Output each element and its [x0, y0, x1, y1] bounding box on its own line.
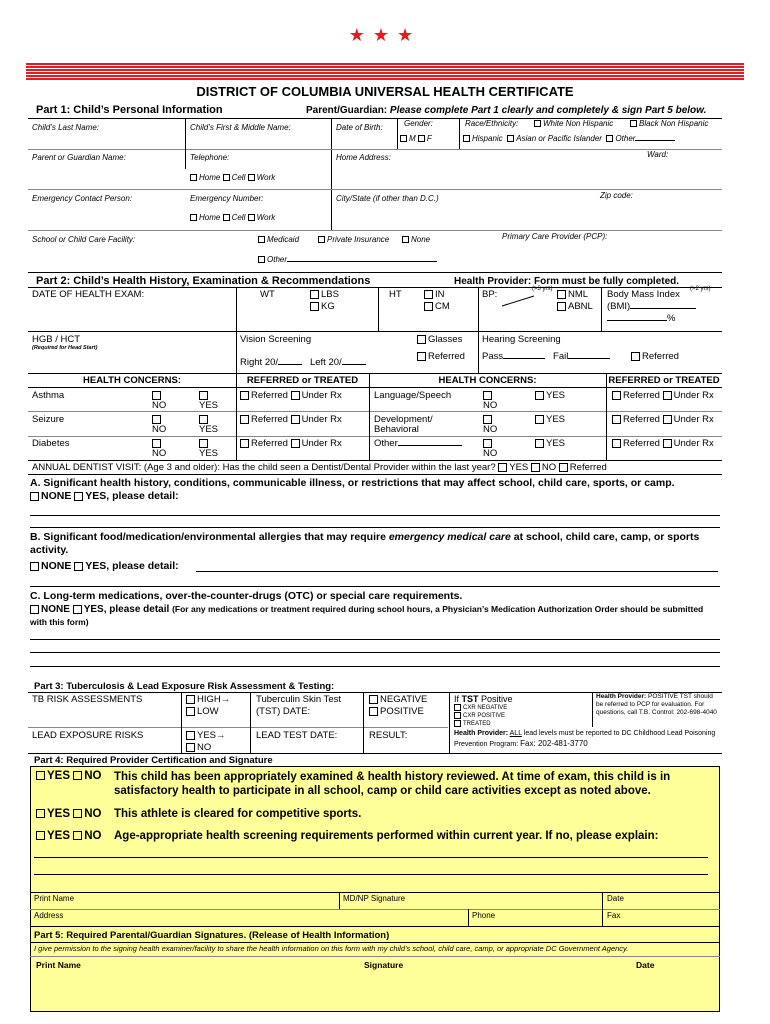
in-checkbox[interactable] [424, 290, 433, 299]
diabetes-yes-checkbox[interactable] [199, 439, 208, 448]
diabetes-no-checkbox[interactable] [152, 439, 161, 448]
dob-label: Date of Birth: [336, 123, 383, 132]
race-hispanic-checkbox[interactable] [463, 135, 470, 142]
bp-nml-checkbox[interactable] [557, 290, 566, 299]
emergency-number-label: Emergency Number: [190, 194, 264, 203]
hgb-label: HGB / HCT [32, 334, 81, 345]
diabetes-underrx-checkbox[interactable] [291, 439, 300, 448]
dentist-question: ANNUAL DENTIST VISIT: (Age 3 and older): Has the child seen a Dentist/Dental Provider within the last year? [32, 462, 496, 473]
provider-fax-label: Fax [607, 911, 621, 920]
gender-m-checkbox[interactable] [400, 135, 407, 142]
first-name-label: Child’s First & Middle Name: [190, 123, 291, 132]
wt-label: WT [260, 289, 275, 300]
insurance-other-checkbox[interactable] [258, 256, 265, 263]
hgb-note: (Required for Head Start) [32, 345, 98, 351]
language-no-checkbox[interactable] [483, 391, 492, 400]
part2-provider-note: Health Provider: Form must be fully completed. [454, 276, 680, 287]
bmi-abbr: (BMI) [607, 301, 631, 312]
ward-label: Ward: [647, 150, 669, 159]
bp-label: BP: [482, 289, 498, 300]
tst-negative-checkbox[interactable] [369, 695, 378, 704]
concerns-header-left: HEALTH CONCERNS: [83, 375, 181, 386]
bmi-age-note: (>2 yrs) [690, 286, 711, 292]
seizure-referred-checkbox[interactable] [240, 415, 249, 424]
cert1-yes-checkbox[interactable] [36, 771, 45, 780]
provider-date-label: Date [607, 894, 624, 903]
telephone-label: Telephone: [190, 153, 230, 162]
hearing-pass-label: Pass [482, 351, 504, 362]
emerg-home-checkbox[interactable] [190, 214, 197, 221]
lead-date-label: LEAD TEST DATE: [256, 730, 338, 741]
language-referred-checkbox[interactable] [612, 391, 621, 400]
cert2-yes-checkbox[interactable] [36, 809, 45, 818]
cxr-positive-checkbox[interactable] [454, 712, 461, 719]
kg-checkbox[interactable] [310, 302, 319, 311]
asthma-referred-checkbox[interactable] [240, 391, 249, 400]
seizure-label: Seizure [32, 414, 65, 425]
private-insurance-checkbox[interactable] [318, 236, 325, 243]
gender-label: Gender: [404, 119, 433, 128]
parent-print-name-label: Print Name [36, 960, 81, 970]
other-underrx-checkbox[interactable] [663, 439, 672, 448]
medicaid-checkbox[interactable] [258, 236, 265, 243]
emerg-cell-checkbox[interactable] [223, 214, 230, 221]
tst-date-label: (TST) DATE: [256, 706, 311, 717]
lead-no-checkbox[interactable] [186, 743, 195, 752]
home-address-label: Home Address: [336, 153, 391, 162]
section-b-text: B. Significant food/medication/environmental allergies that may require emergency medical care at school, child care, camp, or sports activity. [30, 531, 700, 556]
race-asian-checkbox[interactable] [507, 135, 514, 142]
part1-instruction: Parent/Guardian: Please complete Part 1 clearly and completely & sign Part 5 below. [306, 105, 707, 116]
ht-label: HT [389, 289, 402, 300]
emerg-work-checkbox[interactable] [248, 214, 255, 221]
dentist-yes-checkbox[interactable] [498, 463, 507, 472]
bmi-pct: % [667, 313, 676, 324]
other-no-checkbox[interactable] [483, 439, 492, 448]
tb-low-checkbox[interactable] [186, 707, 195, 716]
dentist-referred-checkbox[interactable] [559, 463, 568, 472]
provider-phone-label: Phone [472, 911, 496, 920]
glasses-checkbox[interactable] [417, 335, 426, 344]
development-no-checkbox[interactable] [483, 415, 492, 424]
part1-heading: Part 1: Child’s Personal Information [36, 104, 223, 116]
parent-name-label: Parent or Guardian Name: [32, 153, 126, 162]
provider-certification-panel [30, 766, 720, 1012]
behavioral-label: Behavioral [374, 424, 419, 435]
hearing-label: Hearing Screening [482, 334, 561, 345]
bmi-label: Body Mass Index [607, 289, 680, 300]
school-label: School or Child Care Facility: [32, 235, 136, 244]
parent-signature-label: Signature [364, 960, 404, 970]
permission-text: I give permission to the signing health examiner/facility to share the health information on this form with my child’s school, child care, camp, or appropriate DC Government Agency. [34, 944, 629, 953]
section-a-text: A. Significant health history, conditions, communicable illness, or restrictions that may affect school, child care, sports, or camp. [30, 477, 675, 489]
development-referred-checkbox[interactable] [612, 415, 621, 424]
part2-heading: Part 2: Child’s Health History, Examination & Recommendations [36, 275, 371, 287]
development-label: Development/ [374, 414, 433, 425]
cxr-negative-checkbox[interactable] [454, 704, 461, 711]
b-yes-checkbox[interactable] [74, 562, 83, 571]
cert1-text: This child has been appropriately examined & health history reviewed. At time of exam, this child is in satisfactory health to participate in all school, camp or child care activities except as noted above. [114, 771, 671, 797]
tb-high-checkbox[interactable] [186, 695, 195, 704]
asthma-label: Asthma [32, 390, 65, 401]
a-none-checkbox[interactable] [30, 492, 39, 501]
development-underrx-checkbox[interactable] [663, 415, 672, 424]
concerns-header-right: HEALTH CONCERNS: [438, 375, 537, 386]
lead-provider-note: Health Provider: ALL lead levels must be reported to DC Childhood Lead Poisoning Prevention Program: Fax: 202-481-3770 [454, 730, 716, 748]
other-referred-checkbox[interactable] [612, 439, 621, 448]
cert1-no-checkbox[interactable] [73, 771, 82, 780]
treated-checkbox[interactable] [454, 720, 461, 727]
cert3-yes-checkbox[interactable] [36, 831, 45, 840]
city-state-label: City/State (if other than D.C.) [336, 194, 439, 203]
date-exam-label: DATE OF HEALTH EXAM: [32, 289, 145, 300]
pcp-label: Primary Care Provider (PCP): [502, 232, 608, 241]
tb-risk-label: TB RISK ASSESSMENTS [32, 694, 143, 705]
tel-work-checkbox[interactable] [248, 174, 255, 181]
dc-flag-stars: ★★★ [348, 25, 422, 45]
c-note: (For any medications or treatment required during school hours, a Physician’s Medication Authorization Order should be submitted with this form) [30, 604, 704, 627]
part5-heading: Part 5: Required Parental/Guardian Signatures. (Release of Health Information) [34, 930, 390, 941]
header-banner [26, 62, 744, 80]
cert2-text: This athlete is cleared for competitive sports. [114, 808, 362, 820]
vision-left-label: Left 20/ [309, 357, 342, 368]
tst-label: Tuberculin Skin Test [256, 694, 342, 705]
vision-right-label: Right 20/ [240, 357, 279, 368]
tel-cell-checkbox[interactable] [223, 174, 230, 181]
c-none-checkbox[interactable] [30, 605, 39, 614]
insurance-none-checkbox[interactable] [402, 236, 409, 243]
provider-address-label: Address [34, 911, 64, 920]
section-c-text: C. Long-term medications, over-the-counter-drugs (OTC) or special care requirements. [30, 590, 463, 602]
seizure-yes-checkbox[interactable] [199, 415, 208, 424]
lbs-checkbox[interactable] [310, 290, 319, 299]
hearing-referred-checkbox[interactable] [631, 352, 640, 361]
vision-referred-checkbox[interactable] [417, 352, 426, 361]
cm-checkbox[interactable] [424, 302, 433, 311]
hearing-fail-label: Fail [553, 351, 569, 362]
asthma-underrx-checkbox[interactable] [291, 391, 300, 400]
form-title: DISTRICT OF COLUMBIA UNIVERSAL HEALTH CERTIFICATE [196, 84, 574, 99]
last-name-label: Child’s Last Name: [32, 123, 99, 132]
other-concern-label: Other [374, 438, 398, 449]
gender-f-checkbox[interactable] [418, 135, 425, 142]
lead-yes-checkbox[interactable] [186, 731, 195, 740]
part3-heading: Part 3: Tuberculosis & Lead Exposure Risk Assessment & Testing: [34, 681, 335, 692]
diabetes-label: Diabetes [32, 438, 70, 449]
vision-label: Vision Screening [240, 334, 312, 345]
seizure-no-checkbox[interactable] [152, 415, 161, 424]
language-label: Language/Speech [374, 390, 452, 401]
a-yes-checkbox[interactable] [74, 492, 83, 501]
development-yes-checkbox[interactable] [535, 415, 544, 424]
asthma-yes-checkbox[interactable] [199, 391, 208, 400]
bp-slash [500, 294, 536, 308]
cert3-text: Age-appropriate health screening requirements performed within current year. If no, please explain: [114, 830, 659, 842]
asthma-no-checkbox[interactable] [152, 391, 161, 400]
race-white-checkbox[interactable] [534, 120, 541, 127]
race-black-checkbox[interactable] [630, 120, 637, 127]
race-label: Race/Ethnicity: [465, 119, 519, 128]
language-underrx-checkbox[interactable] [663, 391, 672, 400]
emergency-contact-label: Emergency Contact Person: [32, 194, 133, 203]
zip-label: Zip code: [600, 191, 633, 200]
b-none-checkbox[interactable] [30, 562, 39, 571]
bp-abnl-checkbox[interactable] [557, 302, 566, 311]
dentist-no-checkbox[interactable] [531, 463, 540, 472]
bp-age-note: (>3 yrs) [532, 286, 553, 292]
lead-risk-label: LEAD EXPOSURE RISKS [32, 730, 144, 741]
part4-heading: Part 4: Required Provider Certification and Signature [34, 755, 273, 766]
cert3-no-checkbox[interactable] [73, 831, 82, 840]
provider-signature-label: MD/NP Signature [343, 894, 406, 903]
cert2-no-checkbox[interactable] [73, 809, 82, 818]
tel-home-checkbox[interactable] [190, 174, 197, 181]
result-label: RESULT: [369, 730, 408, 741]
language-yes-checkbox[interactable] [535, 391, 544, 400]
parent-date-label: Date [636, 960, 655, 970]
tb-provider-note: Health Provider: POSITIVE TST should be referred to PCP for evaluation. For questions, call T.B. Control: 202-698-4040 [596, 693, 717, 716]
tst-positive-checkbox[interactable] [369, 707, 378, 716]
c-yes-checkbox[interactable] [73, 605, 82, 614]
other-yes-checkbox[interactable] [535, 439, 544, 448]
race-other-checkbox[interactable] [606, 135, 613, 142]
referred-header-right: REFERRED or TREATED [608, 375, 720, 386]
provider-print-name-label: Print Name [34, 894, 75, 903]
seizure-underrx-checkbox[interactable] [291, 415, 300, 424]
referred-header-left: REFERRED or TREATED [246, 375, 359, 386]
diabetes-referred-checkbox[interactable] [240, 439, 249, 448]
